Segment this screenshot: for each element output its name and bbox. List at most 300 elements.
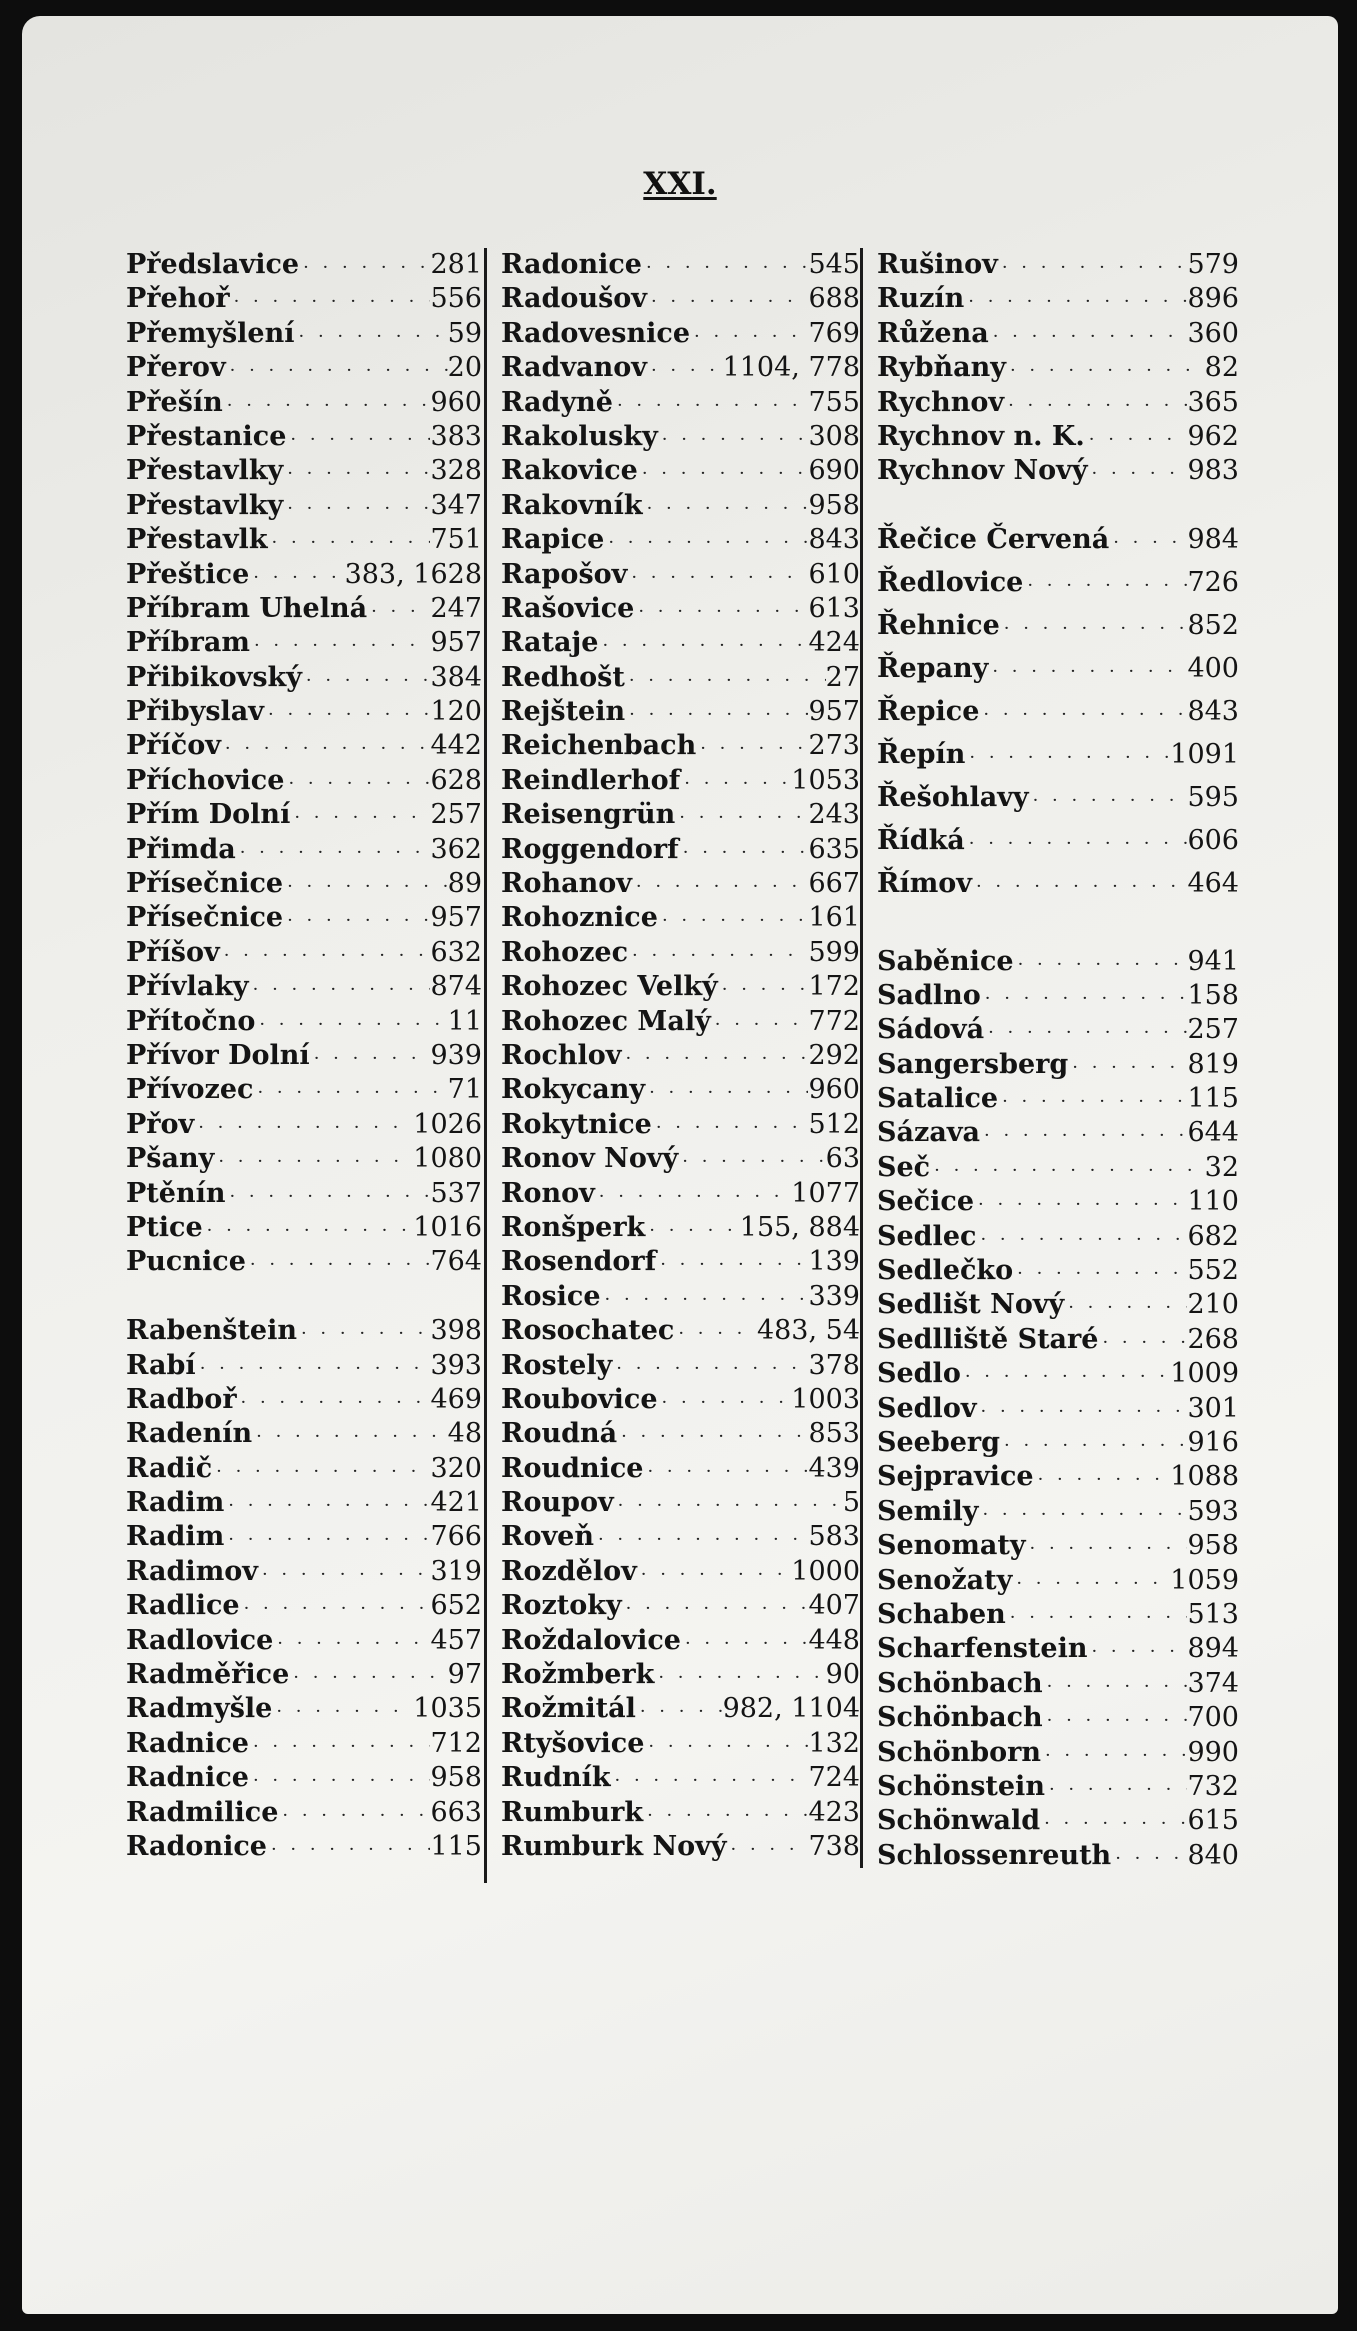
entry-page-number: 27	[825, 661, 860, 693]
leader-dots	[614, 1489, 843, 1523]
entry-place-name: Příbram Uhelná	[126, 592, 368, 624]
entry-place-name: Radlice	[126, 1590, 240, 1622]
index-entry	[877, 317, 1239, 351]
index-entry	[877, 454, 1239, 488]
entry-place-name: Rostely	[501, 1349, 613, 1381]
entry-page-number: 90	[825, 1659, 860, 1691]
entry-place-name: Příchovice	[126, 764, 285, 796]
index-entry	[877, 1426, 1239, 1460]
index-entry	[126, 833, 482, 867]
index-entry	[126, 454, 482, 488]
entry-page-number: 448	[808, 1624, 860, 1656]
leader-dots	[286, 423, 430, 457]
entry-page-number: 984	[1187, 524, 1239, 556]
index-entry	[501, 1073, 860, 1107]
leader-dots	[998, 1085, 1187, 1119]
entry-place-name: Přívozec	[126, 1074, 254, 1106]
entry-place-name: Radyně	[501, 386, 613, 418]
entry-page-number: 958	[1187, 1530, 1239, 1562]
index-entry	[126, 1589, 482, 1623]
entry-place-name: Rabenštein	[126, 1315, 297, 1347]
entry-page-number: 941	[1187, 945, 1239, 977]
index-entry	[877, 652, 1239, 695]
entry-page-number: 957	[430, 902, 482, 934]
leader-dots	[642, 251, 809, 285]
entry-place-name: Roveň	[501, 1521, 594, 1553]
leader-dots	[601, 1283, 809, 1317]
entry-page-number: 115	[1187, 1083, 1239, 1115]
leader-dots	[236, 836, 431, 870]
entry-place-name: Sangersberg	[877, 1048, 1069, 1080]
leader-dots	[1034, 1463, 1171, 1497]
entry-place-name: Přeštice	[126, 558, 250, 590]
entry-page-number: 724	[808, 1762, 860, 1794]
index-entry	[877, 695, 1239, 738]
entry-place-name: Radim	[126, 1521, 225, 1553]
entry-place-name: Rokycany	[501, 1074, 646, 1106]
entry-place-name: Radnice	[126, 1727, 249, 1759]
leader-dots	[625, 698, 808, 732]
entry-page-number: 11	[447, 1005, 482, 1037]
entry-page-number: 347	[430, 489, 482, 521]
entry-page-number: 1077	[791, 1177, 860, 1209]
entry-place-name: Rapice	[501, 524, 605, 556]
entry-page-number: 210	[1187, 1289, 1239, 1321]
leader-dots	[283, 870, 448, 904]
leader-dots	[220, 939, 431, 973]
leader-dots	[681, 1627, 808, 1661]
leader-dots	[283, 904, 430, 938]
group-separator	[877, 910, 1239, 944]
entry-place-name: Schönwald	[877, 1805, 1041, 1837]
entry-place-name: Radonice	[126, 1830, 267, 1862]
entry-place-name: Řídká	[877, 825, 965, 857]
leader-dots	[295, 320, 448, 354]
leader-dots	[1023, 569, 1187, 603]
entry-page-number: 319	[430, 1555, 482, 1587]
leader-dots	[310, 1042, 431, 1076]
leader-dots	[249, 1764, 431, 1798]
entry-page-number: 308	[808, 420, 860, 452]
entry-place-name: Reichenbach	[501, 730, 697, 762]
entry-place-name: Rohoznice	[501, 902, 658, 934]
leader-dots	[727, 1833, 809, 1867]
leader-dots	[628, 939, 808, 973]
index-entry	[877, 1495, 1239, 1529]
index-entry	[126, 1211, 482, 1245]
entry-page-number: 819	[1187, 1048, 1239, 1080]
index-entry	[126, 1486, 482, 1520]
entry-page-number: 1026	[413, 1108, 482, 1140]
leader-dots	[979, 698, 1187, 732]
entry-place-name: Příšov	[126, 936, 220, 968]
entry-page-number: 874	[430, 971, 482, 1003]
leader-dots	[214, 1145, 413, 1179]
leader-dots	[654, 1661, 825, 1695]
leader-dots	[644, 1730, 808, 1764]
leader-dots	[290, 801, 430, 835]
leader-dots	[965, 741, 1170, 775]
entry-place-name: Sejpravice	[877, 1461, 1034, 1493]
index-entry	[501, 1624, 860, 1658]
leader-dots	[961, 1360, 1170, 1394]
entry-page-number: 110	[1187, 1186, 1239, 1218]
entry-page-number: 751	[430, 524, 482, 556]
index-entry	[126, 1245, 482, 1279]
index-column-2	[501, 248, 860, 1864]
entry-page-number: 652	[430, 1590, 482, 1622]
leader-dots	[1064, 1291, 1187, 1325]
entry-page-number: 469	[430, 1383, 482, 1415]
entry-place-name: Řepany	[877, 653, 989, 685]
index-entry	[501, 1486, 860, 1520]
leader-dots	[604, 526, 808, 560]
entry-page-number: 579	[1187, 249, 1239, 280]
entry-page-number: 843	[1187, 696, 1239, 728]
leader-dots	[643, 1455, 808, 1489]
leader-dots	[984, 1016, 1187, 1050]
entry-page-number: 172	[808, 971, 860, 1003]
index-entry	[877, 566, 1239, 609]
leader-dots	[613, 389, 809, 423]
index-entry	[877, 824, 1239, 867]
index-entry	[501, 282, 860, 316]
entry-page-number: 132	[808, 1727, 860, 1759]
entry-place-name: Seeberg	[877, 1426, 1001, 1458]
index-entry	[877, 1804, 1239, 1838]
leader-dots	[988, 655, 1187, 689]
index-entry	[501, 626, 860, 660]
leader-dots	[237, 1386, 431, 1420]
entry-page-number: 1003	[791, 1383, 860, 1415]
index-entry	[126, 1177, 482, 1211]
index-entry	[877, 1254, 1239, 1288]
index-entry	[126, 248, 482, 282]
index-entry	[501, 833, 860, 867]
entry-page-number: 939	[430, 1039, 482, 1071]
leader-dots	[226, 354, 448, 388]
entry-page-number: 726	[1187, 567, 1239, 599]
leader-dots	[637, 1558, 791, 1592]
index-entry	[126, 1830, 482, 1864]
entry-place-name: Rosice	[501, 1280, 601, 1312]
column-divider	[860, 248, 863, 1868]
entry-place-name: Senožaty	[877, 1564, 1013, 1596]
entry-page-number: 552	[1187, 1255, 1239, 1287]
leader-dots	[622, 1592, 809, 1626]
entry-page-number: 1088	[1170, 1461, 1239, 1493]
leader-dots	[253, 1076, 447, 1110]
entry-place-name: Rušinov	[877, 249, 998, 280]
entry-place-name: Rochlov	[501, 1039, 622, 1071]
leader-dots	[627, 561, 808, 595]
index-entry	[126, 764, 482, 798]
index-entry	[126, 317, 482, 351]
entry-place-name: Roggendorf	[501, 833, 679, 865]
entry-page-number: 690	[808, 455, 860, 487]
leader-dots	[250, 629, 431, 663]
entry-page-number: 766	[430, 1521, 482, 1553]
leader-dots	[621, 1042, 808, 1076]
entry-place-name: Přívor Dolní	[126, 1039, 310, 1071]
index-entry	[126, 1555, 482, 1589]
entry-place-name: Přestavlky	[126, 489, 284, 521]
leader-dots	[1013, 1257, 1187, 1291]
entry-place-name: Roubovice	[501, 1383, 658, 1415]
leader-dots	[647, 285, 808, 319]
index-entry	[877, 1082, 1239, 1116]
entry-page-number: 421	[430, 1487, 482, 1519]
entry-place-name: Schönstein	[877, 1770, 1045, 1802]
leader-dots	[246, 1248, 431, 1282]
leader-dots	[977, 1395, 1188, 1429]
index-entry	[501, 936, 860, 970]
leader-dots	[598, 629, 808, 663]
entry-place-name: Příbram	[126, 627, 250, 659]
leader-dots	[252, 1420, 448, 1454]
entry-place-name: Sedlov	[877, 1392, 977, 1424]
entry-place-name: Přestavlk	[126, 524, 268, 556]
index-entry	[126, 729, 482, 763]
index-entry	[126, 1005, 482, 1039]
index-entry	[501, 523, 860, 557]
leader-dots	[1026, 1532, 1188, 1566]
entry-page-number: 682	[1187, 1220, 1239, 1252]
index-entry	[877, 1185, 1239, 1219]
index-entry	[877, 1736, 1239, 1770]
leader-dots	[625, 664, 826, 698]
index-entry	[501, 351, 860, 385]
leader-dots	[711, 1008, 809, 1042]
entry-page-number: 115	[430, 1830, 482, 1862]
leader-dots	[998, 251, 1188, 285]
index-entry	[877, 1564, 1239, 1598]
entry-place-name: Ptěnín	[126, 1177, 226, 1209]
index-entry	[501, 420, 860, 454]
entry-page-number: 292	[808, 1039, 860, 1071]
leader-dots	[656, 1248, 808, 1282]
index-entry	[126, 420, 482, 454]
entry-page-number: 556	[430, 283, 482, 315]
index-entry	[126, 1039, 482, 1073]
entry-place-name: Přestanice	[126, 420, 287, 452]
entry-page-number: 63	[825, 1143, 860, 1175]
entry-page-number: 268	[1187, 1323, 1239, 1355]
leader-dots	[978, 1498, 1187, 1532]
index-entry	[501, 1177, 860, 1211]
leader-dots	[636, 1695, 723, 1729]
index-entry	[877, 1392, 1239, 1426]
leader-dots	[1111, 1842, 1187, 1876]
entry-place-name: Schönborn	[877, 1736, 1041, 1768]
entry-place-name: Scharfenstein	[877, 1633, 1088, 1665]
entry-place-name: Sádová	[877, 1014, 985, 1046]
entry-place-name: Ronov	[501, 1177, 595, 1209]
index-entry	[501, 867, 860, 901]
entry-place-name: Radboř	[126, 1383, 237, 1415]
index-entry	[877, 1839, 1239, 1873]
index-entry	[877, 867, 1239, 910]
entry-page-number: 328	[430, 455, 482, 487]
entry-place-name: Rakovice	[501, 455, 638, 487]
entry-page-number: 1000	[791, 1555, 860, 1587]
entry-page-number: 628	[430, 764, 482, 796]
entry-place-name: Přešín	[126, 386, 223, 418]
index-entry	[126, 1692, 482, 1726]
leader-dots	[1000, 1429, 1187, 1463]
entry-place-name: Rudník	[501, 1762, 611, 1794]
index-entry	[126, 1383, 482, 1417]
leader-dots	[267, 1833, 431, 1867]
group-separator	[877, 489, 1239, 523]
entry-page-number: 5	[842, 1487, 860, 1519]
index-entry	[877, 1323, 1239, 1357]
entry-place-name: Rožmitál	[501, 1693, 636, 1725]
entry-place-name: Přov	[126, 1108, 195, 1140]
leader-dots	[696, 732, 808, 766]
entry-place-name: Radmyšle	[126, 1693, 273, 1725]
leader-dots	[1098, 1326, 1187, 1360]
entry-page-number: 71	[447, 1074, 482, 1106]
index-entry	[126, 1520, 482, 1554]
entry-place-name: Satalice	[877, 1083, 999, 1115]
leader-dots	[264, 698, 430, 732]
entry-place-name: Roztoky	[501, 1590, 622, 1622]
entry-place-name: Radovesnice	[501, 317, 691, 349]
leader-dots	[1041, 1739, 1188, 1773]
leader-dots	[283, 457, 430, 491]
leader-dots	[212, 1455, 430, 1489]
entry-place-name: Rapošov	[501, 558, 628, 590]
group-separator	[126, 1280, 482, 1314]
leader-dots	[196, 1352, 431, 1386]
entry-page-number: 161	[808, 902, 860, 934]
entry-place-name: Přibikovský	[126, 661, 302, 693]
entry-place-name: Rakolusky	[501, 420, 658, 452]
entry-place-name: Schlossenreuth	[877, 1839, 1112, 1871]
entry-place-name: Sedlo	[877, 1358, 961, 1390]
entry-place-name: Přítočno	[126, 1005, 256, 1037]
index-entry	[501, 386, 860, 420]
entry-page-number: 545	[808, 249, 860, 280]
entry-page-number: 732	[1187, 1770, 1239, 1802]
entry-place-name: Sedlišt Nový	[877, 1289, 1065, 1321]
entry-place-name: Římov	[877, 868, 972, 900]
leader-dots	[273, 1627, 430, 1661]
entry-page-number: 365	[1187, 386, 1239, 418]
leader-dots	[278, 1799, 430, 1833]
entry-place-name: Saběnice	[877, 945, 1014, 977]
entry-place-name: Příčov	[126, 730, 221, 762]
entry-place-name: Přemyšlení	[126, 317, 295, 349]
entry-place-name: Rumburk	[501, 1796, 644, 1828]
index-entry	[501, 1383, 860, 1417]
index-entry	[501, 1349, 860, 1383]
entry-page-number: 383, 1628	[344, 558, 482, 590]
leader-dots	[249, 973, 431, 1007]
entry-page-number: 139	[808, 1246, 860, 1278]
entry-page-number: 599	[808, 936, 860, 968]
entry-page-number: 1080	[413, 1143, 482, 1175]
index-entry	[126, 1108, 482, 1142]
entry-page-number: 663	[430, 1796, 482, 1828]
entry-page-number: 407	[808, 1590, 860, 1622]
leader-dots	[974, 1188, 1187, 1222]
entry-page-number: 738	[808, 1830, 860, 1862]
entry-page-number: 764	[430, 1246, 482, 1278]
entry-page-number: 383	[430, 420, 482, 452]
leader-dots	[1045, 1773, 1188, 1807]
entry-place-name: Přibyslav	[126, 696, 264, 728]
entry-page-number: 378	[808, 1349, 860, 1381]
index-entry	[501, 1005, 860, 1039]
entry-page-number: 398	[430, 1315, 482, 1347]
index-entry	[501, 901, 860, 935]
entry-place-name: Sázava	[877, 1117, 981, 1149]
entry-place-name: Roupov	[501, 1487, 614, 1519]
index-entry	[126, 1417, 482, 1451]
leader-dots	[658, 1386, 792, 1420]
index-entry	[877, 282, 1239, 316]
entry-page-number: 362	[430, 833, 482, 865]
index-entry	[877, 1598, 1239, 1632]
entry-place-name: Řepice	[877, 696, 980, 728]
index-entry	[877, 1701, 1239, 1735]
entry-place-name: Rychnov Nový	[877, 455, 1088, 487]
leader-dots	[638, 457, 809, 491]
entry-place-name: Rosendorf	[501, 1246, 657, 1278]
leader-dots	[652, 1111, 809, 1145]
entry-place-name: Roudná	[501, 1418, 618, 1450]
index-entry	[126, 386, 482, 420]
entry-place-name: Redhošt	[501, 661, 625, 693]
index-entry	[501, 1452, 860, 1486]
leader-dots	[972, 870, 1187, 904]
index-entry	[501, 1211, 860, 1245]
entry-place-name: Rohozec Velký	[501, 971, 718, 1003]
entry-page-number: 48	[447, 1418, 482, 1450]
leader-dots	[679, 836, 809, 870]
entry-page-number: 89	[447, 868, 482, 900]
entry-page-number: 635	[808, 833, 860, 865]
index-entry	[877, 781, 1239, 824]
entry-page-number: 990	[1187, 1736, 1239, 1768]
leader-dots	[272, 1695, 413, 1729]
leader-dots	[1012, 1567, 1170, 1601]
entry-place-name: Řepín	[877, 739, 966, 771]
index-entry	[877, 386, 1239, 420]
index-entry	[877, 523, 1239, 566]
index-entry	[877, 1013, 1239, 1047]
leader-dots	[255, 1008, 447, 1042]
entry-page-number: 1009	[1170, 1358, 1239, 1390]
entry-place-name: Rožmberk	[501, 1659, 655, 1691]
entry-page-number: 960	[430, 386, 482, 418]
entry-place-name: Řehnice	[877, 610, 1000, 642]
index-entry	[877, 1460, 1239, 1494]
entry-page-number: 962	[1187, 420, 1239, 452]
index-entry	[877, 1220, 1239, 1254]
entry-place-name: Pšany	[126, 1143, 215, 1175]
leader-dots	[203, 1214, 414, 1248]
entry-place-name: Roždalovice	[501, 1624, 681, 1656]
entry-place-name: Přísečnice	[126, 868, 284, 900]
entry-page-number: 158	[1187, 979, 1239, 1011]
entry-page-number: 958	[808, 489, 860, 521]
entry-place-name: Rychnov n. K.	[877, 420, 1085, 452]
entry-page-number: 1091	[1170, 739, 1239, 771]
entry-page-number: 513	[1187, 1598, 1239, 1630]
